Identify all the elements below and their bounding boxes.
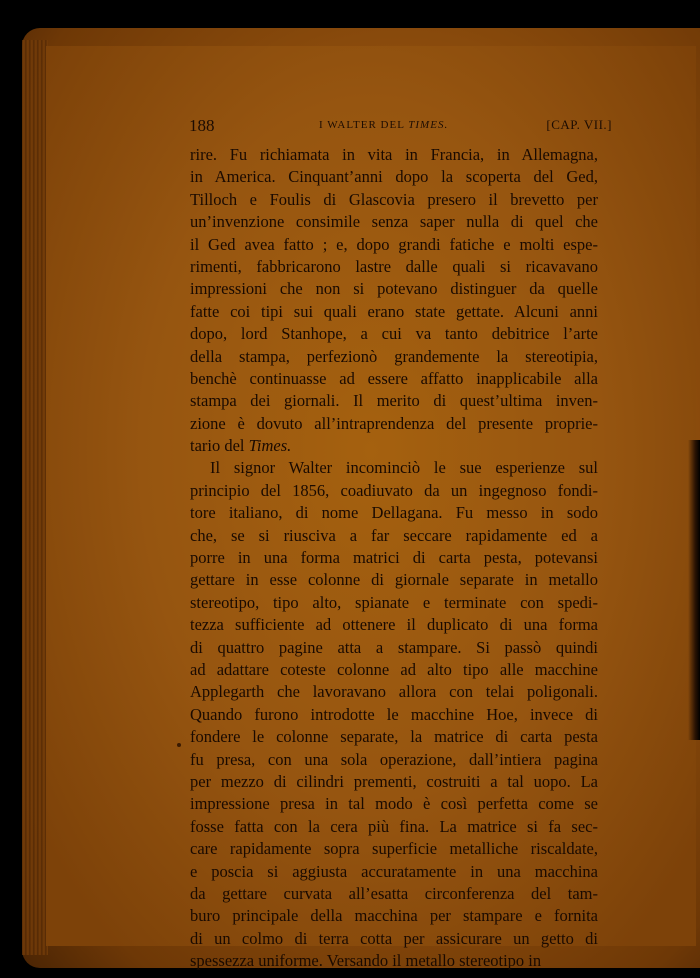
page-edges xyxy=(22,40,48,955)
text-line: spessezza uniforme. Versando il metallo stereotipo in xyxy=(190,951,542,971)
page-shadow xyxy=(688,440,700,740)
text-line: Tilloch e Foulis di Glascovia presero il brevetto per xyxy=(190,189,598,209)
running-title-prefix: I WALTER DEL xyxy=(319,119,409,131)
text-line: tezza sufficiente ad ottenere il duplicato di una forma xyxy=(190,615,598,635)
paragraph-first-line: Il signor Walter incominciò le sue esperienze sul xyxy=(210,458,598,478)
running-title-italic: TIMES. xyxy=(408,119,449,131)
chapter-label: [CAP. VII.] xyxy=(546,117,612,132)
page-body xyxy=(190,144,598,972)
text-line: buro principale della macchina per stampare e fornita xyxy=(190,906,598,926)
running-title xyxy=(319,119,448,131)
text-line: care rapidamente sopra superficie metalliche riscaldate, xyxy=(190,839,598,859)
text-line: stampa dei giornali. Il merito di quest’ultima inven- xyxy=(190,391,598,411)
text-line: principio del 1856, coadiuvato da un ingegnoso fondi- xyxy=(190,480,598,500)
text-line: della stampa, perfezionò grandemente la stereotipia, xyxy=(190,346,598,366)
italic-title: Times. xyxy=(248,436,292,456)
text-line: impressioni che non si potevano distinguer da quelle xyxy=(190,279,598,299)
text-line: di un colmo di terra cotta per assicurare un getto di xyxy=(190,928,598,948)
text-line: da gettare curvata all’esatta circonferenza del tam- xyxy=(190,883,598,903)
text-line: zione è dovuto all’intraprendenza del presente proprie- xyxy=(190,413,598,433)
text-line: stereotipo, tipo alto, spianate e terminate con spedi- xyxy=(190,592,598,612)
text-line: tore italiano, di nome Dellagana. Fu messo in sodo xyxy=(190,503,598,523)
running-header xyxy=(189,116,612,138)
text-line: dopo, lord Stanhope, a cui va tanto debitrice l’arte xyxy=(190,324,598,344)
text-line: in America. Cinquant’anni dopo la scoperta del Ged, xyxy=(190,167,598,187)
text-line: fu presa, con una sola operazione, dall’intiera pagina xyxy=(190,749,598,769)
text-line: impressione presa in tal modo è così perfetta come se xyxy=(190,794,598,814)
text-line: gettare in esse colonne di giornale separate in metallo xyxy=(190,570,598,590)
page-number: 188 xyxy=(189,116,215,135)
text-line: porre in una forma matrici di carta pesta, potevansi xyxy=(190,548,598,568)
text-line: di quattro pagine atta a stampare. Si passò quindi xyxy=(190,637,598,657)
text-line: Quando furono introdotte le macchine Hoe, invece di xyxy=(190,704,598,724)
text-line: rimenti, fabbricarono lastre dalle quali si ricavavano xyxy=(190,256,598,276)
text-line: ad adattare coteste colonne ad alto tipo alle macchine xyxy=(190,659,598,679)
text-line: fosse fatta con la cera più fina. La matrice si fa sec- xyxy=(190,816,598,836)
text-line: fondere le colonne separate, la matrice di carta pesta xyxy=(190,727,598,747)
text-line: e poscia si aggiusta accuratamente in una macchina xyxy=(190,861,598,881)
text-line: Applegarth che lavoravano allora con telai poligonali. xyxy=(190,682,598,702)
text-line: per mezzo di cilindri prementi, costruiti a tal uopo. La xyxy=(190,771,598,791)
paragraph-end-line xyxy=(190,435,598,457)
text-line: il Ged avea fatto ; e, dopo grandi fatiche e molti espe- xyxy=(190,234,598,254)
text-line: che, se si riusciva a far seccare rapidamente ed a xyxy=(190,525,598,545)
margin-mark xyxy=(177,743,181,747)
text-fragment: tario del xyxy=(190,436,249,456)
text-line: un’invenzione consimile senza saper nulla di quel che xyxy=(190,212,598,232)
text-line: benchè continuasse ad essere affatto inapplicabile alla xyxy=(190,368,598,388)
text-line: rire. Fu richiamata in vita in Francia, in Allemagna, xyxy=(190,145,598,164)
text-line: fatte coi tipi sui quali erano state gettate. Alcuni anni xyxy=(190,301,598,321)
